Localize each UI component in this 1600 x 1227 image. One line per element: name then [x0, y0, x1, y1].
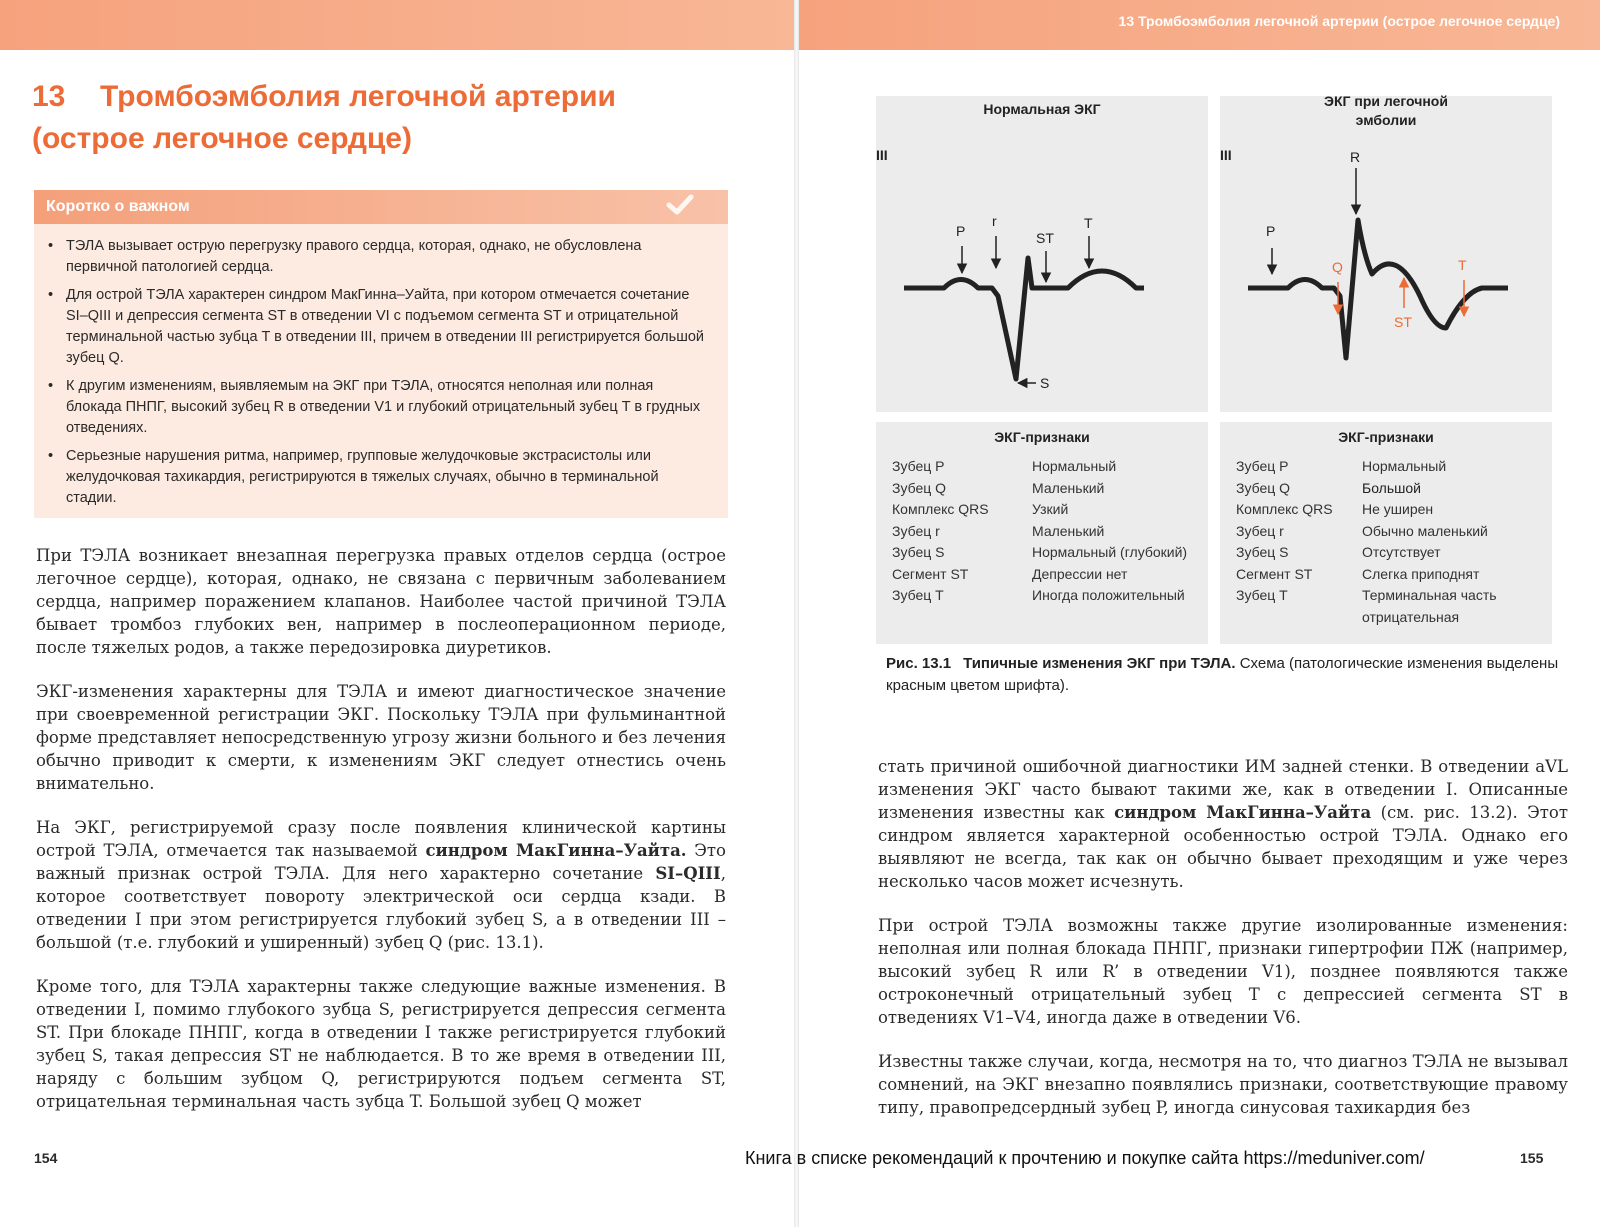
summary-item: • Для острой ТЭЛА характерен синдром МакГинна–Уайта, при котором отмечается сочетание SI–QIII и депрессия сегмента ST в отведении VI с подъемом сегмента ST и отрицательной терминальной частью зубца T в отведении III, причем в отведении III регистрируется большой зубец Q.	[48, 287, 704, 366]
figure-caption: Рис. 13.1 Типичные изменения ЭКГ при ТЭЛА. Схема (патологические изменения выделены красным цветом шрифта).	[886, 655, 1559, 694]
paragraph: При острой ТЭЛА возможны также другие изолированные изменения: неполная или полная блокада ПНПГ, признаки гипертрофии ПЖ (например, высокий зубец R или R’ в отведении V1), позднее появляются также остроконечный отрицательный зубец T с депрессией сегмента ST в отведениях V1–V4, иногда даже в отведении V6.	[878, 916, 1568, 1027]
left-header-band	[0, 0, 795, 50]
page-number-left: 154	[34, 1150, 58, 1166]
chapter-number: 13	[32, 80, 66, 113]
normal-ecg-title: Нормальная ЭКГ	[983, 101, 1101, 117]
right-body	[878, 755, 1568, 1140]
summary-box	[34, 190, 728, 518]
chapter-title-line2: (острое легочное сердце)	[32, 122, 412, 155]
summary-item: • К другим изменениям, выявляемым на ЭКГ при ТЭЛА, относятся неполная или полная блокада ПНПГ, высокий зубец R в отведении V1 и глубокий отрицательный зубец T в грудных отведениях.	[48, 378, 701, 436]
right-header-band	[797, 0, 1600, 50]
page-number-right: 155	[1520, 1150, 1544, 1166]
pe-q-label: Q	[1332, 259, 1343, 275]
paragraph: При ТЭЛА возникает внезапная перегрузка правых отделов сердца (острое легочное сердце), которая, однако, не связана с первичным заболеванием сердца, например поражением клапанов. Наиболее частой причиной ТЭЛА бывает тромбоз глубоких вен, например в послеоперационном периоде, после тяжелых родов, а также передозировка диуретиков.	[36, 546, 726, 657]
pe-r-label: R	[1350, 149, 1361, 165]
footer-link[interactable]: Книга в списке рекомендаций к прочтению и покупке сайта https://meduniver.com/	[745, 1148, 1425, 1168]
pe-lead-label: III	[1220, 147, 1232, 163]
summary-list	[34, 236, 728, 509]
pe-ecg-title: ЭКГ при легочной эмболии	[1324, 93, 1448, 128]
running-head: 13 Тромбоэмболия легочной артерии (острое легочное сердце)	[1118, 13, 1560, 29]
pe-ecg-trace	[1248, 220, 1508, 358]
normal-r-label: r	[992, 213, 997, 229]
summary-heading-text: Коротко о важном	[46, 198, 190, 215]
pe-t-label: T	[1458, 257, 1467, 273]
summary-heading	[34, 190, 728, 224]
pe-signs-table: Зубец P Нормальный Зубец Q Большой Комплекс QRS Не уширен Зубец r Обычно маленький Зубец S Отсутствует Сегмент ST Слегка приподнят Зубец T Терминальная часть отрицательная	[1236, 458, 1497, 625]
paragraph: Кроме того, для ТЭЛА характерны также следующие важные изменения. В отведении I, помимо глубокого зубца S, регистрируется депрессия сегмента ST. При блокаде ПНПГ, когда в отведении I также регистрируется глубокий зубец S, такая депрессия ST не наблюдается. В то же время в отведении III, наряду с большим зубцом Q, регистрируются подъем сегмента ST, отрицательная терминальная часть зубца T. Большой зубец Q может	[36, 977, 726, 1111]
left-body	[36, 544, 726, 1134]
checkmark-icon	[666, 194, 694, 216]
ecg-diagram	[876, 96, 1566, 416]
normal-s-label: S	[1040, 375, 1050, 391]
book-spine	[794, 0, 799, 1227]
pe-signs-title: ЭКГ-признаки	[1338, 429, 1434, 445]
chapter-title	[32, 76, 752, 160]
paragraph: ЭКГ-изменения характерны для ТЭЛА и имеют диагностическое значение при своевременной регистрации ЭКГ. Поскольку ТЭЛА при фульминантной форме представляет непосредственную угрозу жизни больного и без лечения обычно приводит к смерти, к изменениям ЭКГ следует отнестись очень внимательно.	[36, 682, 726, 793]
paragraph: На ЭКГ, регистрируемой сразу после появления клинической картины острой ТЭЛА, отмечается так называемой синдром МакГинна–Уайта. Это важный признак острой ТЭЛА. Для него характерно сочетание SI–QIII, которое соответствует повороту электрической оси сердца кзади. В отведении I при этом регистрируется глубокий зубец S, а в отведении III – большой (т.е. глубокий и уширенный) зубец Q (рис. 13.1).	[36, 818, 726, 952]
normal-p-label: P	[956, 223, 966, 239]
normal-st-label: ST	[1036, 230, 1054, 246]
normal-ecg-trace	[904, 258, 1144, 379]
pe-p-label: P	[1266, 223, 1276, 239]
ecg-figure	[876, 93, 1566, 706]
normal-lead-label: III	[876, 147, 888, 163]
chapter-title-line1: Тромбоэмболия легочной артерии	[100, 80, 616, 113]
normal-signs-table: Зубец P Нормальный Зубец Q Маленький Комплекс QRS Узкий Зубец r Маленький Зубец S Нормальный (глубокий) Сегмент ST Депрессии нет Зубец T Иногда положительный	[892, 458, 1188, 603]
paragraph: стать причиной ошибочной диагностики ИМ задней стенки. В отведении aVL изменения ЭКГ часто бывают такими же, как в отведении I. Описанные изменения известны как синдром МакГинна–Уайта (см. рис. 13.2). Этот синдром является характерной особенностью острой ТЭЛА. Однако его выявляют не всегда, так как он обычно бывает преходящим и уже через несколько часов может исчезнуть.	[878, 757, 1568, 891]
normal-signs-title: ЭКГ-признаки	[994, 429, 1090, 445]
summary-item: • Серьезные нарушения ритма, например, групповые желудочковые экстрасистолы или желудочковая тахикардия, регистрируются в тяжелых случаях, обычно в терминальной стадии.	[48, 448, 659, 506]
paragraph: Известны также случаи, когда, несмотря на то, что диагноз ТЭЛА не вызывал сомнений, на ЭКГ внезапно появлялись признаки, соответствующие правому типу, правопредсердный зубец P, иногда синусовая тахикардия без	[878, 1052, 1568, 1117]
normal-t-label: T	[1084, 215, 1093, 231]
pe-st-label: ST	[1394, 314, 1412, 330]
summary-item: • ТЭЛА вызывает острую перегрузку правого сердца, которая, однако, не обусловлена первичной патологией сердца.	[48, 238, 642, 275]
